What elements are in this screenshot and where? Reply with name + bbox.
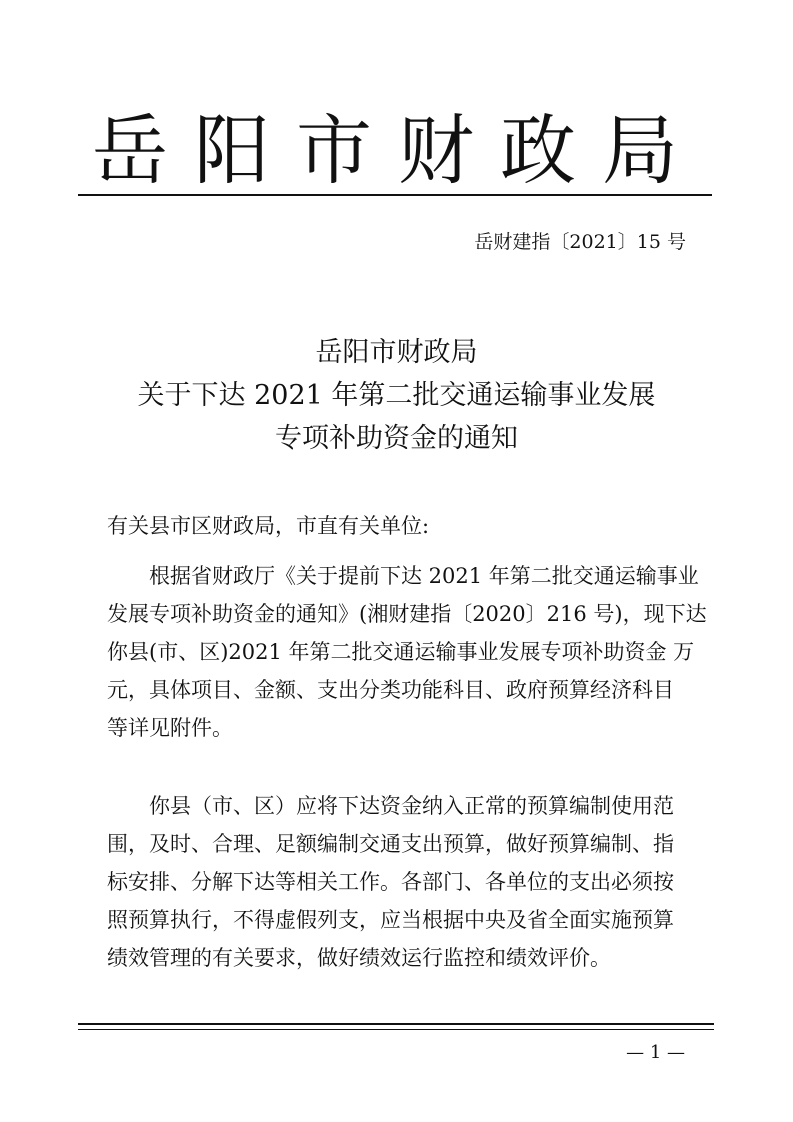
- agency-masthead: 岳阳市财政局: [92, 106, 704, 195]
- masthead-divider: [78, 194, 712, 196]
- footer-divider-thin: [78, 1029, 714, 1030]
- paragraph-line: 元，具体项目、金额、支出分类功能科目、政府预算经济科目: [107, 678, 674, 702]
- paragraph-line: 你县（市、区）应将下达资金纳入正常的预算编制使用范: [149, 794, 674, 818]
- paragraph-line: 发展专项补助资金的通知》(湘财建指〔2020〕216 号)，现下达: [107, 602, 707, 626]
- salutation: 有关县市区财政局，市直有关单位:: [107, 514, 430, 538]
- paragraph-line: 根据省财政厅《关于提前下达 2021 年第二批交通运输事业: [149, 564, 699, 588]
- body-paragraph-1: [107, 557, 707, 747]
- paragraph-line: 围，及时、合理、足额编制交通支出预算，做好预算编制、指: [107, 832, 674, 856]
- paragraph-line: 等详见附件。: [107, 716, 233, 740]
- document-number: 岳财建指〔2021〕15 号: [474, 231, 686, 253]
- footer-divider-thick: [78, 1023, 714, 1025]
- title-line-3: 专项补助资金的通知: [275, 423, 518, 454]
- document-title: [78, 331, 715, 460]
- body-paragraph-2: [107, 787, 689, 977]
- title-line-1: 岳阳市财政局: [315, 337, 478, 368]
- title-line-2: 关于下达 2021 年第二批交通运输事业发展: [137, 380, 656, 411]
- paragraph-line: 绩效管理的有关要求，做好绩效运行监控和绩效评价。: [107, 946, 611, 970]
- page-number: — 1 —: [626, 1042, 685, 1063]
- paragraph-line: 照预算执行，不得虚假列支，应当根据中央及省全面实施预算: [107, 908, 674, 932]
- paragraph-line: 标安排、分解下达等相关工作。各部门、各单位的支出必须按: [107, 870, 674, 894]
- paragraph-line: 你县(市、区)2021 年第二批交通运输事业发展专项补助资金 万: [107, 640, 695, 664]
